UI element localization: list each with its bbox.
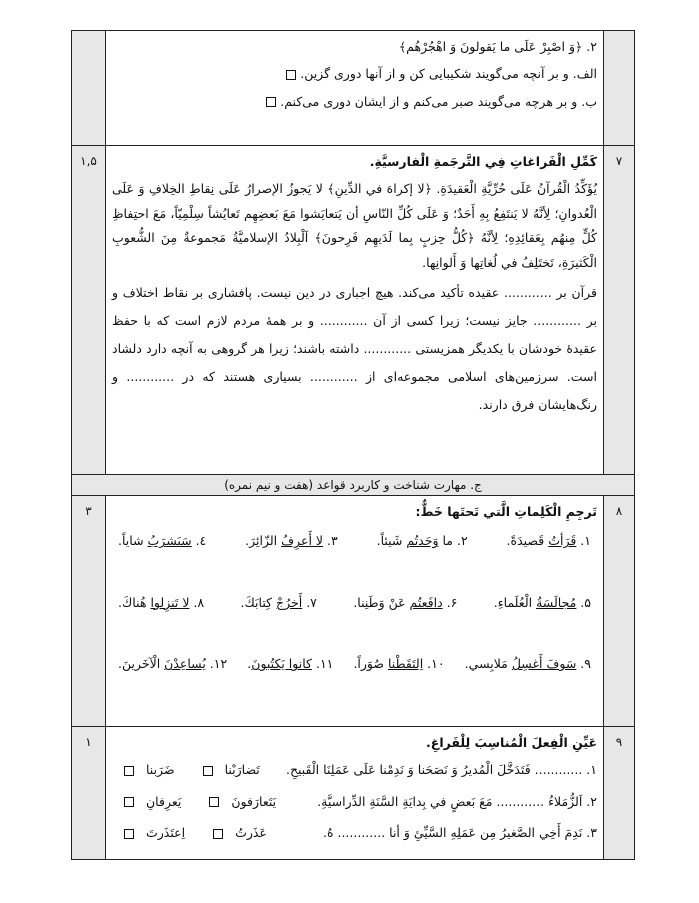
section-c-title: ج. مهارت شناخت و کاربرد قواعد (هفت و نیم نمره) bbox=[72, 475, 635, 496]
q6-score-cell bbox=[72, 31, 106, 146]
q7-score: ۱,۵ bbox=[72, 146, 106, 475]
q6-option-b-text: ب. و بر هرچه می‌گویند صبر می‌کنم و از ایشان دوری می‌کنم. bbox=[280, 93, 597, 109]
q8-item-6: ۶. دافَعتُم عَنْ وَطَنِنا. bbox=[353, 594, 458, 610]
q8-item-2: ۲. ما وَجَدتُم شَيئاً. bbox=[376, 533, 468, 549]
q9-number: ۹ bbox=[604, 727, 635, 860]
q7-number: ۷ bbox=[604, 146, 635, 475]
q9-option-1b[interactable]: ضَرَبنا bbox=[118, 762, 181, 777]
q6-option-a-text: الف. و بر آنچه می‌گویند شکیبایی کن و از آنها دوری گزین. bbox=[300, 66, 597, 82]
q7-body bbox=[106, 146, 604, 475]
checkbox-icon[interactable] bbox=[124, 766, 134, 776]
q8-item-1: ۱. قَرَأتُ قَصيدَةً. bbox=[506, 533, 591, 549]
q8-item-3: ۳. لا أَعرِفُ الزّائِرَ. bbox=[245, 533, 338, 549]
q8-item-5: ۵. مُجالَسَةُ الْعُلَماءِ. bbox=[493, 594, 591, 610]
q9-item-2 bbox=[112, 792, 597, 811]
q8-item-10: ۱۰. اِلتَقَطْنا صُوَراً. bbox=[353, 656, 445, 672]
q9-options-3 bbox=[112, 823, 279, 842]
q9-heading: عَيِّنِ الْفِعلَ الْمُناسِبَ لِلْفَراغِ. bbox=[426, 735, 597, 750]
q6-number-cell bbox=[604, 31, 635, 146]
checkbox-icon[interactable] bbox=[209, 797, 219, 807]
q8-row-1 bbox=[112, 531, 597, 550]
q8-score: ۳ bbox=[72, 496, 106, 727]
q8-item-12: ۱۲. يُساعِدْنَ الْآخَرينَ. bbox=[118, 656, 228, 672]
q8-item-7: ۷. أَخرُجْ كِتابَكَ. bbox=[240, 594, 317, 610]
q8-row-3 bbox=[112, 654, 597, 673]
q6-option-b bbox=[112, 92, 597, 111]
q7-row bbox=[72, 146, 635, 475]
q9-option-2a[interactable]: يَتَعارَفونَ bbox=[203, 794, 282, 809]
q9-body bbox=[106, 727, 604, 860]
q6-tail-row bbox=[72, 31, 635, 146]
exam-table bbox=[71, 30, 635, 860]
q9-row bbox=[72, 727, 635, 860]
q9-item-3 bbox=[112, 823, 597, 842]
q6-option-a bbox=[112, 64, 597, 83]
q9-options-2 bbox=[112, 792, 288, 811]
checkbox-icon[interactable] bbox=[124, 829, 134, 839]
q8-row-2 bbox=[112, 593, 597, 612]
q9-score: ۱ bbox=[72, 727, 106, 860]
q9-sentence-3: ۳. نَدِمَ أَخِي الصَّغيرُ مِن عَمَلِهِ السَّيِّئِ وَ أنا ............ هُ. bbox=[322, 825, 597, 841]
q9-options-1 bbox=[112, 760, 272, 779]
q8-item-4: ٤. سَيَشرَبُ شاياً. bbox=[118, 533, 207, 549]
q7-persian-text: قرآن بر ............ عقیده تأکید می‌کند. هیچ اجباری در دین نیست. پافشاری بر نقاط اختلاف و بر ............ جایز نیست؛ زیرا کسی از آن ............ و بر همهٔ مردم لازم است که با حفظ عقیدهٔ خودشان با یکدیگر همزیستی ............ داشته باشند؛ زیرا هر گروهی به آنچه دارد دلشاد است. سرزمین‌های اسلامی مجموعه‌ای از ............ بسیاری هستند که در ............ و رنگ‌هایشان فرق دارند. bbox=[112, 284, 597, 413]
q8-number: ۸ bbox=[604, 496, 635, 727]
checkbox-icon[interactable] bbox=[266, 97, 276, 107]
q9-sentence-2: ۲. اَلزُّمَلاءُ ............ مَعَ بَعضٍ في بِدايَةِ السَّنَةِ الدِّراسيَّةِ. bbox=[317, 793, 597, 809]
q8-item-9: ۹. سَوفَ أَغسِلُ مَلابِسي. bbox=[464, 656, 591, 672]
q6-body bbox=[106, 31, 604, 146]
q6-item2: ۲. ﴿وَ اصْبِرْ عَلَى ما يَقولونَ وَ اهْجُرْهُم﴾ bbox=[398, 39, 597, 54]
q8-heading: تَرجِمِ الْكَلِماتِ الَّتي تَحتَها خَطٌّ: bbox=[415, 504, 597, 519]
q7-arabic-text: يُؤَكِّدُ الْقُرآنُ عَلَى حُرِّيَّةِ الْعَقيدَةِ. ﴿لا إكراهَ في الدِّينِ﴾ لا يَجوزُ الإصرارُ عَلَى نِقاطِ الخِلافِ وَ عَلَى الْعُدوانِ؛ لِأنَّهُ لا يَنتَفِعُ بِهِ أَحَدٌ؛ وَ عَلَى كُلِّ النّاسِ أن يَتعايَشوا مَعَ بَعضِهِم تَعايُشاً سِلْمِيّاً، مَعَ احتِفاظِ كُلٍّ مِنهُم بِعَقائِدِهِ؛ لِأنَّهُ ﴿كُلُّ حِزبٍ بِما لَدَيهِم فَرِحونَ﴾ اَلْبِلادُ الإسلاميَّةُ مَجموعةٌ مِنَ الشُّعوبِ الْكَثيرَةِ، تَختَلِفُ في لُغاتِها وَ أَلوانِها. bbox=[112, 181, 597, 270]
checkbox-icon[interactable] bbox=[203, 766, 213, 776]
q8-item-11: ۱۱. كانوا يَكتُبونَ. bbox=[247, 656, 334, 672]
q9-option-2b[interactable]: يَعرِفانِ bbox=[118, 794, 187, 809]
checkbox-icon[interactable] bbox=[213, 829, 223, 839]
checkbox-icon[interactable] bbox=[124, 797, 134, 807]
q7-heading: كَمِّلِ الْفَراغاتِ فِي التَّرجَمةِ الْفارسيَّةِ. bbox=[369, 154, 597, 169]
q8-body bbox=[106, 496, 604, 727]
q9-option-1a[interactable]: تَضارَبْنا bbox=[197, 762, 266, 777]
q9-item-1 bbox=[112, 760, 597, 779]
q9-option-3b[interactable]: اِعتَذَرتَ bbox=[118, 825, 191, 840]
section-c-row bbox=[72, 475, 635, 496]
q8-item-8: ۸. لا تَنزِلوا هُناكَ. bbox=[118, 594, 205, 610]
q9-option-3a[interactable]: عَذَرتُ bbox=[207, 825, 273, 840]
checkbox-icon[interactable] bbox=[286, 70, 296, 80]
q8-row bbox=[72, 496, 635, 727]
q9-sentence-1: ۱. ............ فَتَدَخَّلَ الْمُديرُ وَ نَصَحَنا وَ نَدِمْنا عَلَى عَمَلِنَا الْقَبيحِ. bbox=[285, 762, 597, 778]
